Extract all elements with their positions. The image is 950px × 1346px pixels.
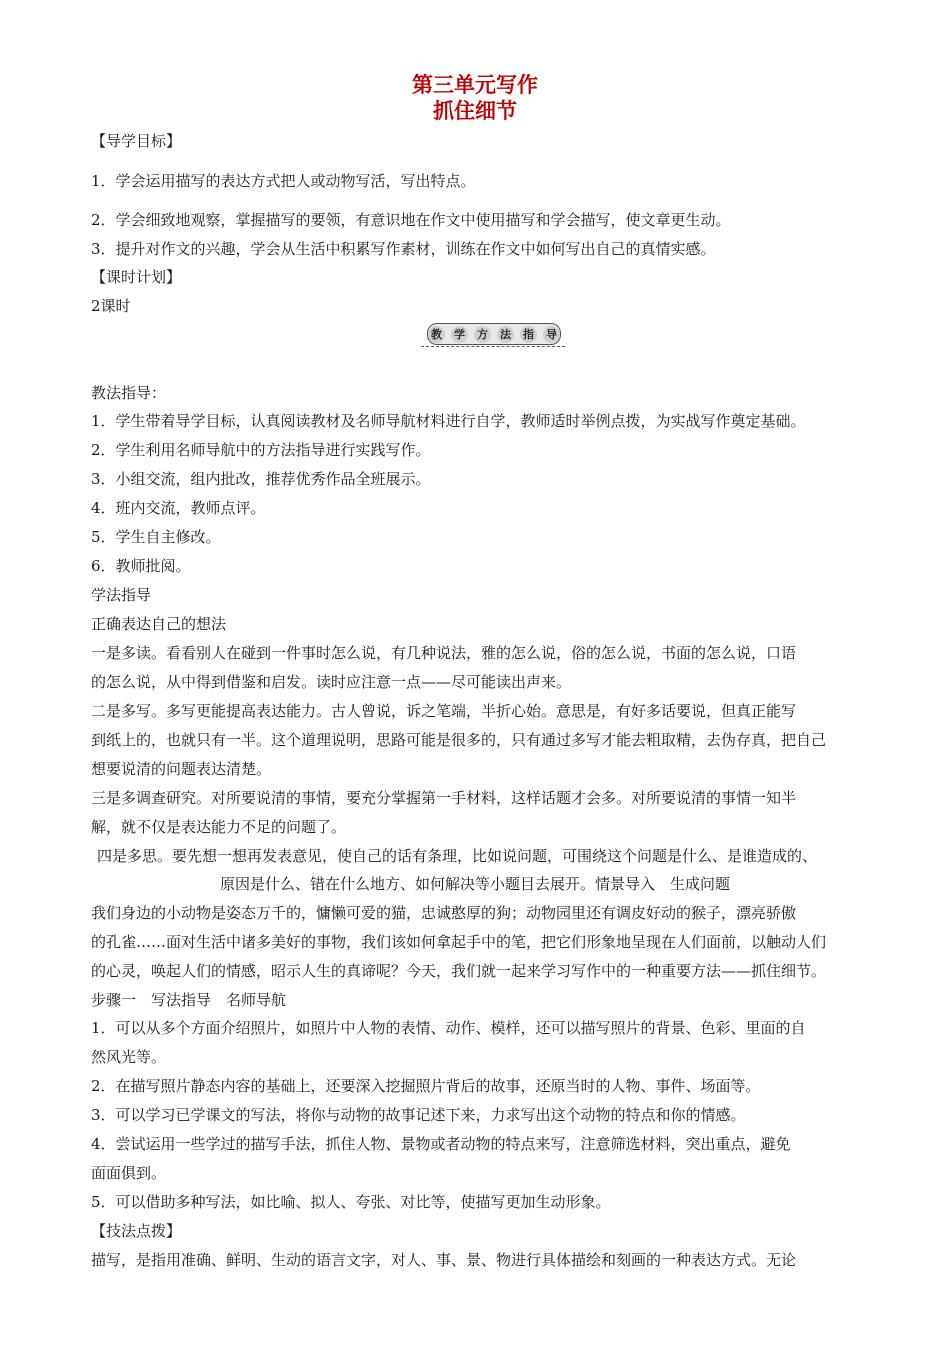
paragraph-line: 想要说清的问题表达清楚。 [91,760,272,778]
paragraph-line: 的怎么说，从中得到借鉴和启发。读时应注意一点——尽可能读出声来。 [91,673,572,691]
method-item: 4．班内交流，教师点评。 [91,499,266,517]
paragraph-line: 到纸上的，也就只有一半。这个道理说明，思路可能是很多的，只有通过多写才能去粗取精，去伪存真，把自己 [91,731,827,749]
paragraph-line: 一是多读。看看别人在碰到一件事时怎么说，有几种说法，雅的怎么说，俗的怎么说，书面的怎么说，口语 [91,644,797,662]
banner-char: 导 [543,326,560,343]
plan-heading: 【课时计划】 [91,268,182,286]
paragraph-line: 的心灵，唤起人们的情感，昭示人生的真谛呢？今天，我们就一起来学习写作中的一种重要方法——抓住细节。 [91,962,827,980]
step-item: 4．尝试运用一些学过的描写手法，抓住人物、景物或者动物的特点来写，注意筛选材料，突出重点，避免 [91,1135,791,1153]
method-item: 6．教师批阅。 [91,557,191,575]
tip-heading: 【技法点拨】 [91,1222,182,1240]
banner-char: 教 [428,326,445,343]
document-subtitle: 抓住细节 [433,99,517,123]
goal-item: 3．提升对作文的兴趣，学会从生活中积累写作素材，训练在作文中如何写出自己的真情实感。 [91,240,716,258]
document-title: 第三单元写作 [412,73,538,97]
goal-item: 2．学会细致地观察，掌握描写的要领，有意识地在作文中使用描写和学会描写，使文章更生动。 [91,211,731,229]
paragraph-line: 解，就不仅是表达能力不足的问题了。 [91,818,347,836]
banner-char: 方 [474,326,491,343]
plan-value: 2课时 [91,297,131,315]
study-heading: 学法指导 [91,586,152,604]
paragraph-line: 我们身边的小动物是姿态万千的，慵懒可爱的猫，忠诚憨厚的狗；动物园里还有调皮好动的猴子，漂亮骄傲 [91,904,797,922]
method-item: 3．小组交流，组内批改，推荐优秀作品全班展示。 [91,470,431,488]
method-banner [421,321,565,349]
step-item: 5．可以借助多种写法，如比喻、拟人、夸张、对比等，使描写更加生动形象。 [91,1193,611,1211]
step-item: 然风光等。 [91,1048,167,1066]
goal-item: 1．学会运用描写的表达方式把人或动物写活，写出特点。 [91,172,476,190]
method-item: 2．学生利用名师导航中的方法指导进行实践写作。 [91,441,431,459]
step-item: 3．可以学习已学课文的写法，将你与动物的故事记述下来，力求写出这个动物的特点和你的情感。 [91,1106,746,1124]
paragraph-line: 三是多调查研究。对所要说清的事情，要充分掌握第一手材料，这样话题才会多。对所要说清的事情一知半 [91,789,797,807]
method-heading: 教法指导： [91,384,167,402]
method-item: 5．学生自主修改。 [91,528,221,546]
step-item: 2．在描写照片静态内容的基础上，还要深入挖掘照片背后的故事，还原当时的人物、事件、场面等。 [91,1077,761,1095]
tip-text: 描写，是指用准确、鲜明、生动的语言文字，对人、事、景、物进行具体描绘和刻画的一种表达方式。无论 [91,1251,797,1269]
goal-heading: 【导学目标】 [91,132,182,150]
method-item: 1．学生带着导学目标，认真阅读教材及名师导航材料进行自学，教师适时举例点拨，为实战写作奠定基础。 [91,412,806,430]
step-item: 1．可以从多个方面介绍照片，如照片中人物的表情、动作、模样，还可以描写照片的背景、色彩、里面的自 [91,1019,806,1037]
step-item: 面面俱到。 [91,1164,167,1182]
step-heading: 步骤一 写法指导 名师导航 [91,991,287,1009]
banner-dashed-rule [421,346,565,347]
paragraph-line: 原因是什么、错在什么地方、如何解决等小题目去展开。情景导入 生成问题 [219,875,730,893]
paragraph-line: 的孔雀……面对生活中诸多美好的事物，我们该如何拿起手中的笔，把它们形象地呈现在人们面前，以触动人们 [91,933,827,951]
banner-char: 学 [451,326,468,343]
paragraph-line: 二是多写。多写更能提高表达能力。古人曾说，诉之笔端，半折心始。意思是，有好多话要说，但真正能写 [91,702,797,720]
banner-char: 法 [497,326,514,343]
banner-char: 指 [520,326,537,343]
paragraph-line: 四是多思。要先想一想再发表意见，使自己的话有条理，比如说问题，可围绕这个问题是什么、是谁造成的、 [97,847,818,865]
study-subheading: 正确表达自己的想法 [91,615,227,633]
